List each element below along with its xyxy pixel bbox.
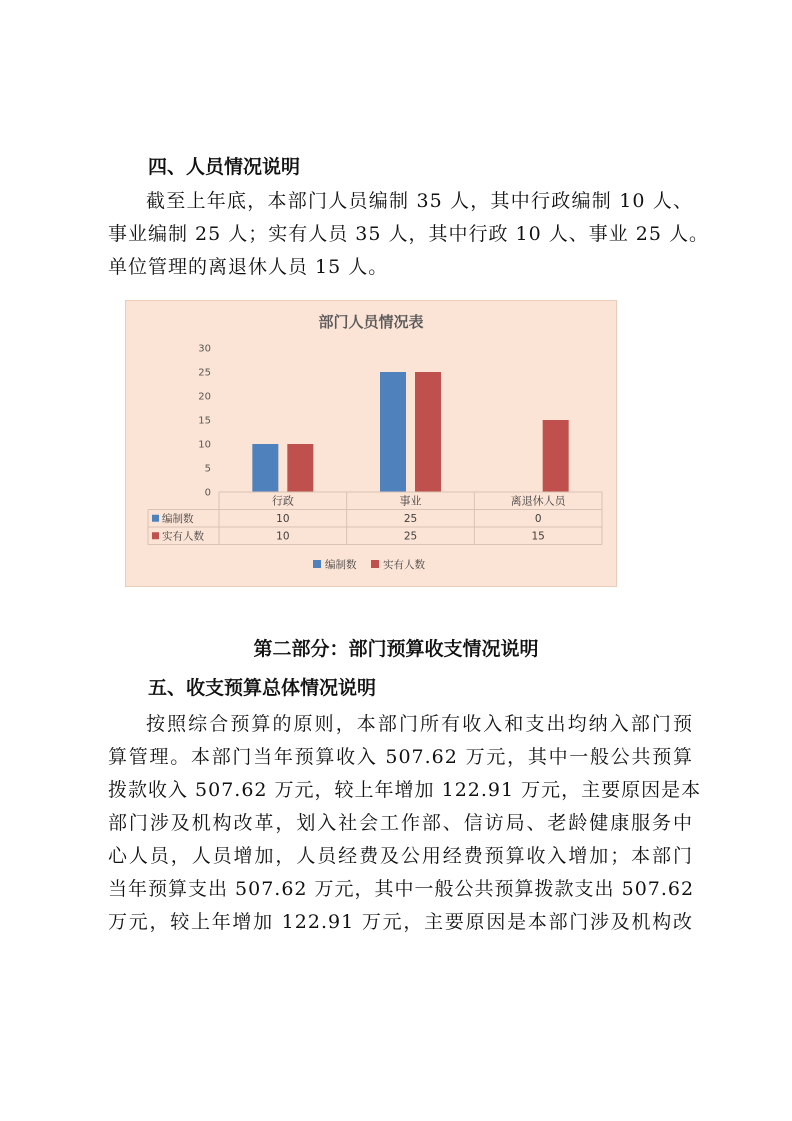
legend-key	[313, 560, 321, 568]
bar-实有人数-事业	[415, 372, 441, 492]
chart-legend	[313, 558, 425, 571]
bar-编制数-事业	[380, 372, 406, 492]
legend-label: 编制数	[325, 559, 357, 571]
chart-data-table	[148, 492, 602, 545]
table-series-name: 编制数	[162, 513, 194, 525]
budget-paragraph	[108, 708, 702, 939]
category-label: 离退休人员	[510, 494, 566, 508]
section-heading-budget-overview: 五、收支预算总体情况说明	[148, 677, 377, 699]
chart-y-ticks	[198, 344, 211, 499]
paragraph-line: 部门涉及机构改革，划入社会工作部、信访局、老龄健康服务中	[108, 812, 693, 834]
table-value: 25	[403, 530, 418, 543]
table-value: 10	[276, 513, 290, 525]
paragraph-line: 按照综合预算的原则，本部门所有收入和支出均纳入部门预	[146, 713, 693, 735]
paragraph-line: 事业编制 25 人；实有人员 35 人，其中行政 10 人、事业 25 人。	[108, 223, 710, 245]
chart-bars	[252, 372, 568, 492]
y-tick-label: 10	[198, 439, 211, 451]
table-series-key	[152, 532, 159, 539]
personnel-chart	[125, 300, 617, 587]
legend-key	[371, 560, 379, 568]
paragraph-line: 算管理。本部门当年预算收入 507.62 万元，其中一般公共预算	[108, 746, 693, 768]
paragraph-line: 单位管理的离退休人员 15 人。	[108, 256, 389, 278]
paragraph-line: 心人员，人员增加，人员经费及公用经费预算收入增加；本部门	[108, 845, 693, 867]
category-label: 事业	[399, 494, 422, 508]
y-tick-label: 30	[198, 343, 211, 355]
bar-编制数-行政	[252, 444, 278, 492]
table-value: 10	[276, 530, 290, 543]
chart-title: 部门人员情况表	[318, 313, 424, 331]
legend-label: 实有人数	[383, 559, 425, 571]
y-tick-label: 0	[204, 487, 211, 499]
table-value: 15	[531, 530, 545, 543]
bar-实有人数-离退休人员	[543, 420, 569, 492]
y-tick-label: 25	[198, 367, 211, 379]
section-heading-personnel: 四、人员情况说明	[148, 156, 301, 178]
personnel-bar-chart	[126, 301, 616, 586]
y-tick-label: 5	[204, 463, 211, 475]
bar-实有人数-行政	[287, 444, 313, 492]
table-value: 0	[534, 513, 542, 525]
table-value: 25	[403, 513, 418, 525]
part-two-heading: 第二部分：部门预算收支情况说明	[253, 638, 539, 660]
paragraph-line: 拨款收入 507.62 万元，较上年增加 122.91 万元，主要原因是本	[108, 779, 702, 801]
paragraph-line: 当年预算支出 507.62 万元，其中一般公共预算拨款支出 507.62	[108, 878, 695, 900]
paragraph-line: 截至上年底，本部门人员编制 35 人，其中行政编制 10 人、	[146, 190, 693, 212]
table-series-key	[152, 515, 159, 522]
category-label: 行政	[271, 494, 294, 508]
personnel-paragraph	[108, 185, 710, 284]
y-tick-label: 15	[198, 415, 211, 427]
paragraph-line: 万元，较上年增加 122.91 万元，主要原因是本部门涉及机构改	[108, 911, 693, 933]
table-series-name: 实有人数	[162, 530, 204, 543]
y-tick-label: 20	[198, 391, 211, 403]
